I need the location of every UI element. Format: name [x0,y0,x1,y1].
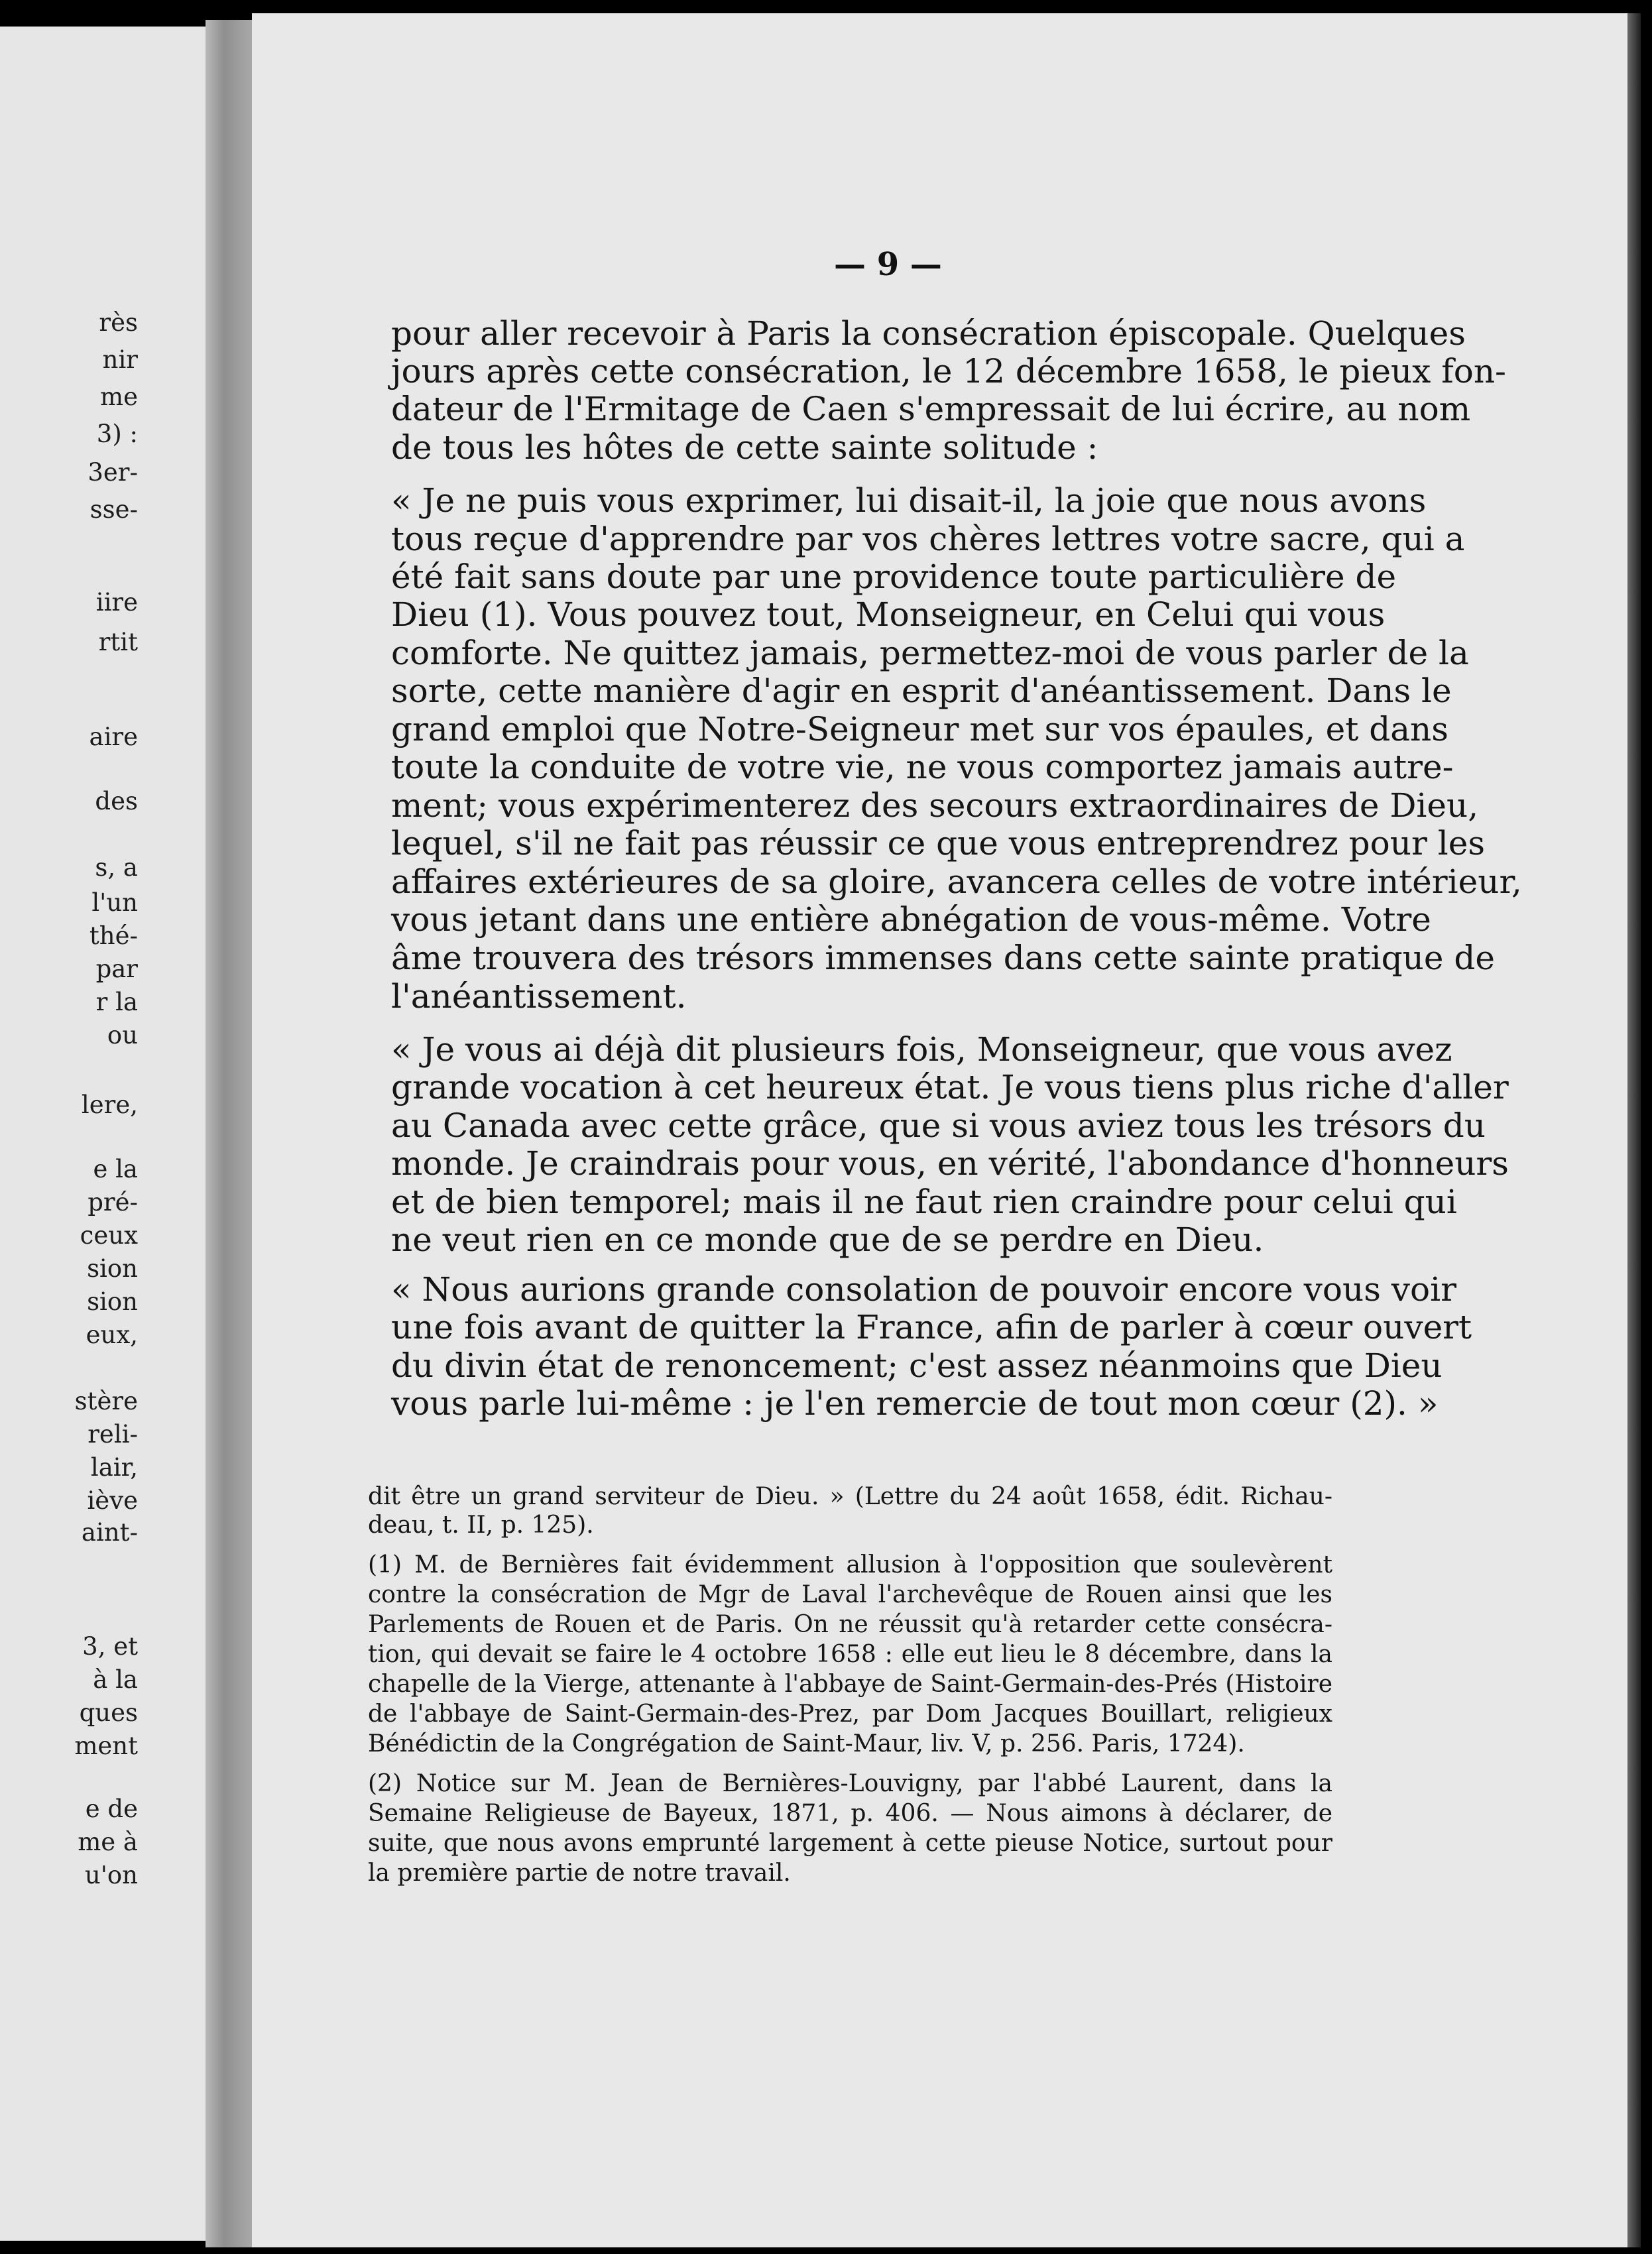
left-page-fragment: u'on [84,1861,138,1889]
body-line: « Nous aurions grande consolation de pouvoir encore vous voir [391,1270,1456,1309]
footnote-line: Bénédictin de la Congrégation de Saint-Maur, liv. V, p. 256. Paris, 1724). [368,1730,1245,1757]
body-line: comforte. Ne quittez jamais, permettez-moi de vous parler de la [391,634,1469,672]
body-line: ne veut rien en ce monde que de se perdre en Dieu. [391,1220,1264,1259]
footnote-line: Semaine Religieuse de Bayeux, 1871, p. 406. — Nous aimons à déclarer, de [368,1800,1332,1827]
footnote-line: de l'abbaye de Saint-Germain-des-Prez, par Dom Jacques Bouillart, religieux [368,1700,1332,1728]
footnote-line: la première partie de notre travail. [368,1860,791,1887]
footnote-line: (2) Notice sur M. Jean de Bernières-Louvigny, par l'abbé Laurent, dans la [368,1770,1332,1797]
left-page-fragment: s, a [95,853,138,882]
page-number: — 9 — [834,246,942,283]
left-page-fragment: iève [87,1486,138,1515]
left-page-fragment: reli- [88,1420,138,1449]
footnote-line: (1) M. de Bernières fait évidemment allusion à l'opposition que soulevèrent [368,1551,1332,1578]
body-line: l'anéantissement. [391,977,687,1016]
footnote-line: contre la consécration de Mgr de Laval l'archevêque de Rouen ainsi que les [368,1581,1332,1608]
left-page-fragment: aire [89,723,138,751]
left-page-fragment: me [100,383,138,411]
left-page-fragment: 3, et [82,1632,138,1661]
body-line: sorte, cette manière d'agir en esprit d'anéantissement. Dans le [391,672,1452,710]
left-page-fragment: à la [93,1665,138,1694]
body-line: de tous les hôtes de cette sainte solitude : [391,428,1098,467]
left-page-fragment: par [95,955,138,983]
body-line: lequel, s'il ne fait pas réussir ce que vous entreprendrez pour les [391,824,1486,862]
body-line: jours après cette consécration, le 12 décembre 1658, le pieux fon- [391,352,1506,390]
body-line: affaires extérieures de sa gloire, avancera celles de votre intérieur, [391,862,1522,901]
body-line: ment; vous expérimenterez des secours extraordinaires de Dieu, [391,786,1479,825]
left-page-fragment: nir [102,345,138,374]
left-page-fragment: e la [93,1155,138,1183]
body-line: pour aller recevoir à Paris la consécration épiscopale. Quelques [391,314,1466,353]
page-right-edge [1627,13,1641,2247]
footnote-line: Parlements de Rouen et de Paris. On ne réussit qu'à retarder cette consécra- [368,1611,1332,1638]
body-line: une fois avant de quitter la France, afin de parler à cœur ouvert [391,1308,1472,1346]
body-line: monde. Je craindrais pour vous, en vérité, l'abondance d'honneurs [391,1144,1509,1183]
body-line: « Je vous ai déjà dit plusieurs fois, Monseigneur, que vous avez [391,1030,1452,1069]
body-line: toute la conduite de votre vie, ne vous comportez jamais autre- [391,748,1454,786]
footnote-line: chapelle de la Vierge, attenante à l'abbaye de Saint-Germain-des-Prés (Histoire [368,1671,1332,1698]
left-page-fragment: 3er- [88,458,138,487]
body-line: et de bien temporel; mais il ne faut rien craindre pour celui qui [391,1183,1457,1221]
left-page-fragment: lere, [81,1091,138,1119]
left-page-fragment: rès [99,308,138,337]
footnote-line: deau, t. II, p. 125). [368,1512,594,1539]
footnote-line: tion, qui devait se faire le 4 octobre 1658 : elle eut lieu le 8 décembre, dans la [368,1641,1332,1668]
body-line: âme trouvera des trésors immenses dans cette sainte pratique de [391,939,1495,977]
body-line: « Je ne puis vous exprimer, lui disait-il, la joie que nous avons [391,481,1427,520]
footnote-line: suite, que nous avons emprunté largement à cette pieuse Notice, surtout pour [368,1830,1332,1857]
left-page-fragment: me à [78,1828,138,1856]
left-page-fragment: ment [74,1732,138,1760]
left-page-fragment: sion [87,1287,138,1316]
left-page-fragment: aint- [81,1518,138,1547]
left-page-fragment: r la [95,988,138,1016]
left-page-fragment: lair, [90,1453,138,1482]
body-line: été fait sans doute par une providence toute particulière de [391,558,1397,596]
left-page-fragment: ques [79,1698,138,1727]
page-gutter-shadow [206,20,252,2247]
left-page-fragment: l'un [91,888,138,917]
body-line: Dieu (1). Vous pouvez tout, Monseigneur, en Celui qui vous [391,595,1386,634]
left-page-fragment: ou [107,1021,138,1049]
left-page-fragment: sion [87,1254,138,1283]
body-line: tous reçue d'apprendre par vos chères lettres votre sacre, qui a [391,520,1465,558]
left-page-fragment: stère [74,1387,138,1415]
body-line: vous parle lui-même : je l'en remercie de tout mon cœur (2). » [391,1384,1439,1423]
left-page-fragment: thé- [89,921,138,950]
body-line: dateur de l'Ermitage de Caen s'empressait de lui écrire, au nom [391,390,1471,428]
left-page-fragment: e de [85,1795,138,1823]
left-page-fragment: eux, [86,1321,138,1349]
body-line: grand emploi que Notre-Seigneur met sur vos épaules, et dans [391,710,1448,748]
body-line: du divin état de renoncement; c'est assez néanmoins que Dieu [391,1346,1443,1385]
left-page-fragment: iire [95,588,138,617]
footnote-line: dit être un grand serviteur de Dieu. » (Lettre du 24 août 1658, édit. Richau- [368,1483,1332,1510]
left-page-fragment: ceux [80,1221,138,1250]
left-page-fragment: sse- [89,495,138,524]
left-page-fragment: des [95,787,138,815]
left-page-fragment: rtit [98,628,138,656]
body-line: vous jetant dans une entière abnégation de vous-même. Votre [391,900,1431,939]
left-page-fragment: pré- [88,1188,138,1216]
body-line: grande vocation à cet heureux état. Je vous tiens plus riche d'aller [391,1068,1509,1106]
left-page-fragment: 3) : [96,420,138,448]
body-line: au Canada avec cette grâce, que si vous aviez tous les trésors du [391,1106,1486,1145]
